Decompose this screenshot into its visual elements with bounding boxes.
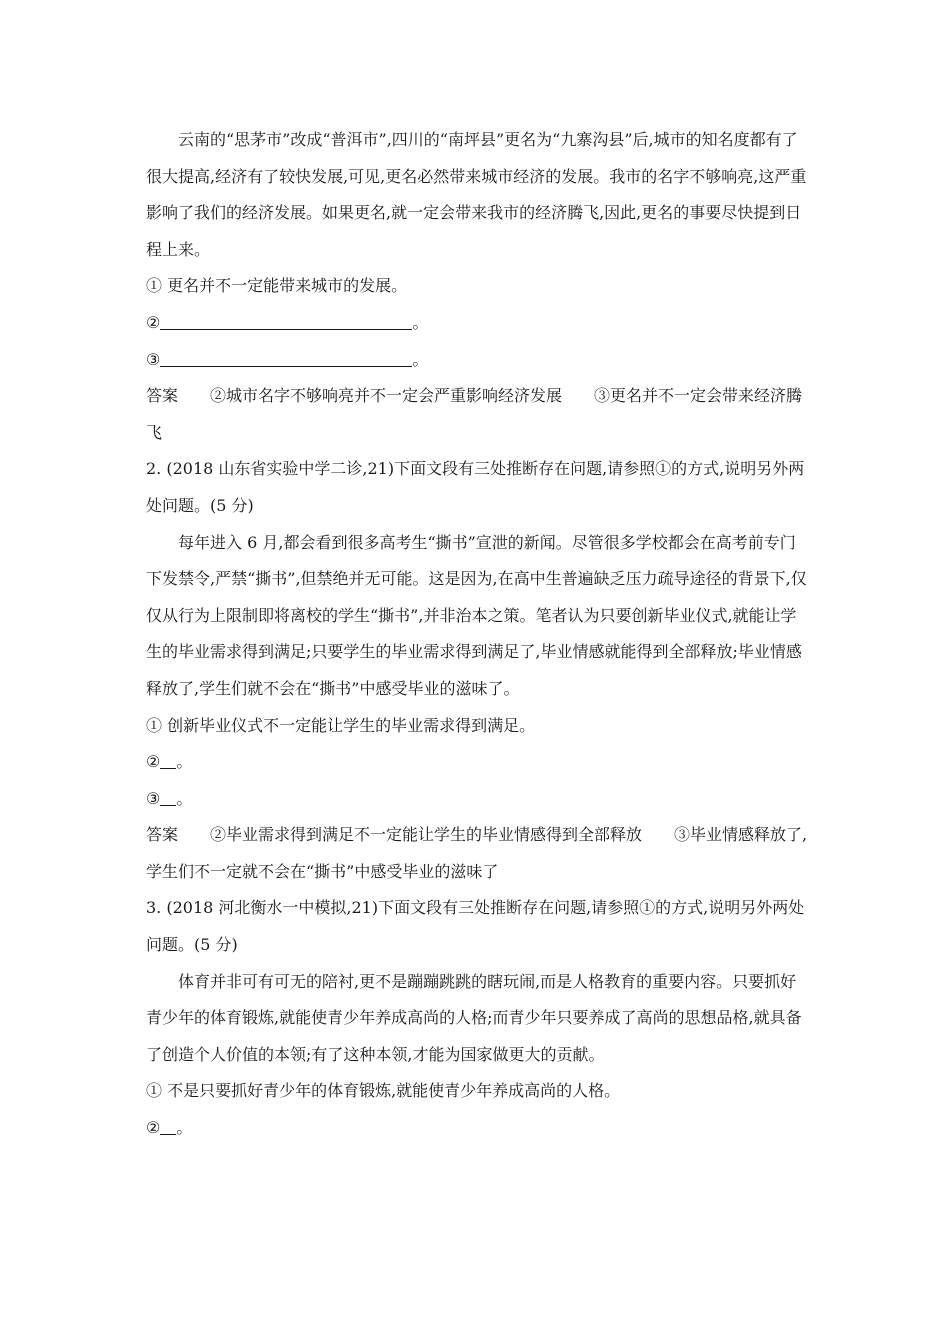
q1-item-3 [146, 342, 811, 379]
q2-item-2-end: 。 [176, 752, 193, 772]
q2-answer-text-a: ②毕业需求得到满足不一定能让学生的毕业情感得到全部释放 [210, 825, 643, 845]
q1-answer [146, 378, 811, 451]
q3-item-1: ① 不是只要抓好青少年的体育锻炼,就能使青少年养成高尚的人格。 [146, 1081, 621, 1101]
q3-item-2-blank [160, 1118, 176, 1135]
q3-item-2 [146, 1110, 811, 1147]
q1-item-1: ① 更名并不一定能带来城市的发展。 [146, 276, 408, 296]
q3-passage: 体育并非可有可无的陪衬,更不是蹦蹦跳跳的瞎玩闹,而是人格教育的重要内容。只要抓好青少年的体育锻炼,就能使青少年养成高尚的人格;而青少年只要养成了高尚的思想品格,就具备了创造个人价值的本领;有了这种本领,才能为国家做更大的贡献。 [146, 971, 802, 1064]
q2-item-3-end: 。 [176, 788, 193, 808]
q1-answer-text-b: ③更名并不一定会带来经济腾飞 [146, 386, 803, 442]
document-body [146, 122, 811, 1147]
q2-answer [146, 817, 811, 890]
q2-title: 2. (2018 山东省实验中学二诊,21)下面文段有三处推断存在问题,请参照①的方式,说明另外两处问题。(5 分) [146, 459, 805, 515]
q2-item-3 [146, 781, 811, 818]
q1-item-2-marker: ② [146, 312, 161, 332]
q1-passage: 云南的“思茅市”改成“普洱市”,四川的“南坪县”更名为“九寨沟县”后,城市的知名度都有了很大提高,经济有了较快发展,可见,更名必然带来城市经济的发展。我市的名字不够响亮,这严重影响了我们的经济发展。如果更名,就一定会带来我市的经济腾飞,因此,更名的事要尽快提到日程上来。 [146, 130, 807, 259]
q2-item-2 [146, 744, 811, 781]
q2-item-3-blank [160, 789, 176, 806]
q3-title: 3. (2018 河北衡水一中模拟,21)下面文段有三处推断存在问题,请参照①的方式,说明另外两处问题。(5 分) [146, 898, 805, 955]
q2-passage: 每年进入 6 月,都会看到很多高考生“撕书”宣泄的新闻。尽管很多学校都会在高考前专门下发禁令,严禁“撕书”,但禁绝并无可能。这是因为,在高中生普遍缺乏压力疏导途径的背景下,仅仅从行为上限制即将离校的学生“撕书”,并非治本之策。笔者认为只要创新毕业仪式,就能让学生的毕业需求得到满足;只要学生的毕业需求得到满足了,毕业情感就能得到全部释放;毕业情感释放了,学生们就不会在“撕书”中感受毕业的滋味了。 [146, 532, 807, 698]
q2-item-1: ① 创新毕业仪式不一定能让学生的毕业需求得到满足。 [146, 715, 536, 735]
q2-item-3-marker: ③ [146, 788, 161, 808]
q2-item-2-blank [160, 752, 176, 769]
q3-item-2-end: 。 [176, 1118, 193, 1138]
q1-item-2-end: 。 [412, 312, 429, 332]
q2-answer-label: 答案 [146, 825, 179, 845]
q1-item-3-marker: ③ [146, 349, 161, 369]
q3-item-2-marker: ② [146, 1118, 161, 1138]
q1-answer-text-a: ②城市名字不够响亮并不一定会严重影响经济发展 [210, 386, 563, 406]
q1-item-3-end: 。 [412, 349, 429, 369]
q2-item-2-marker: ② [146, 752, 161, 772]
q1-item-3-blank [160, 350, 412, 367]
q1-answer-label: 答案 [146, 386, 179, 406]
q1-item-2-blank [160, 313, 412, 330]
q1-item-2 [146, 305, 811, 342]
q2-answer-text-b: ③毕业情感释放了,学生们不一定就不会在“撕书”中感受毕业的滋味了 [146, 825, 808, 881]
